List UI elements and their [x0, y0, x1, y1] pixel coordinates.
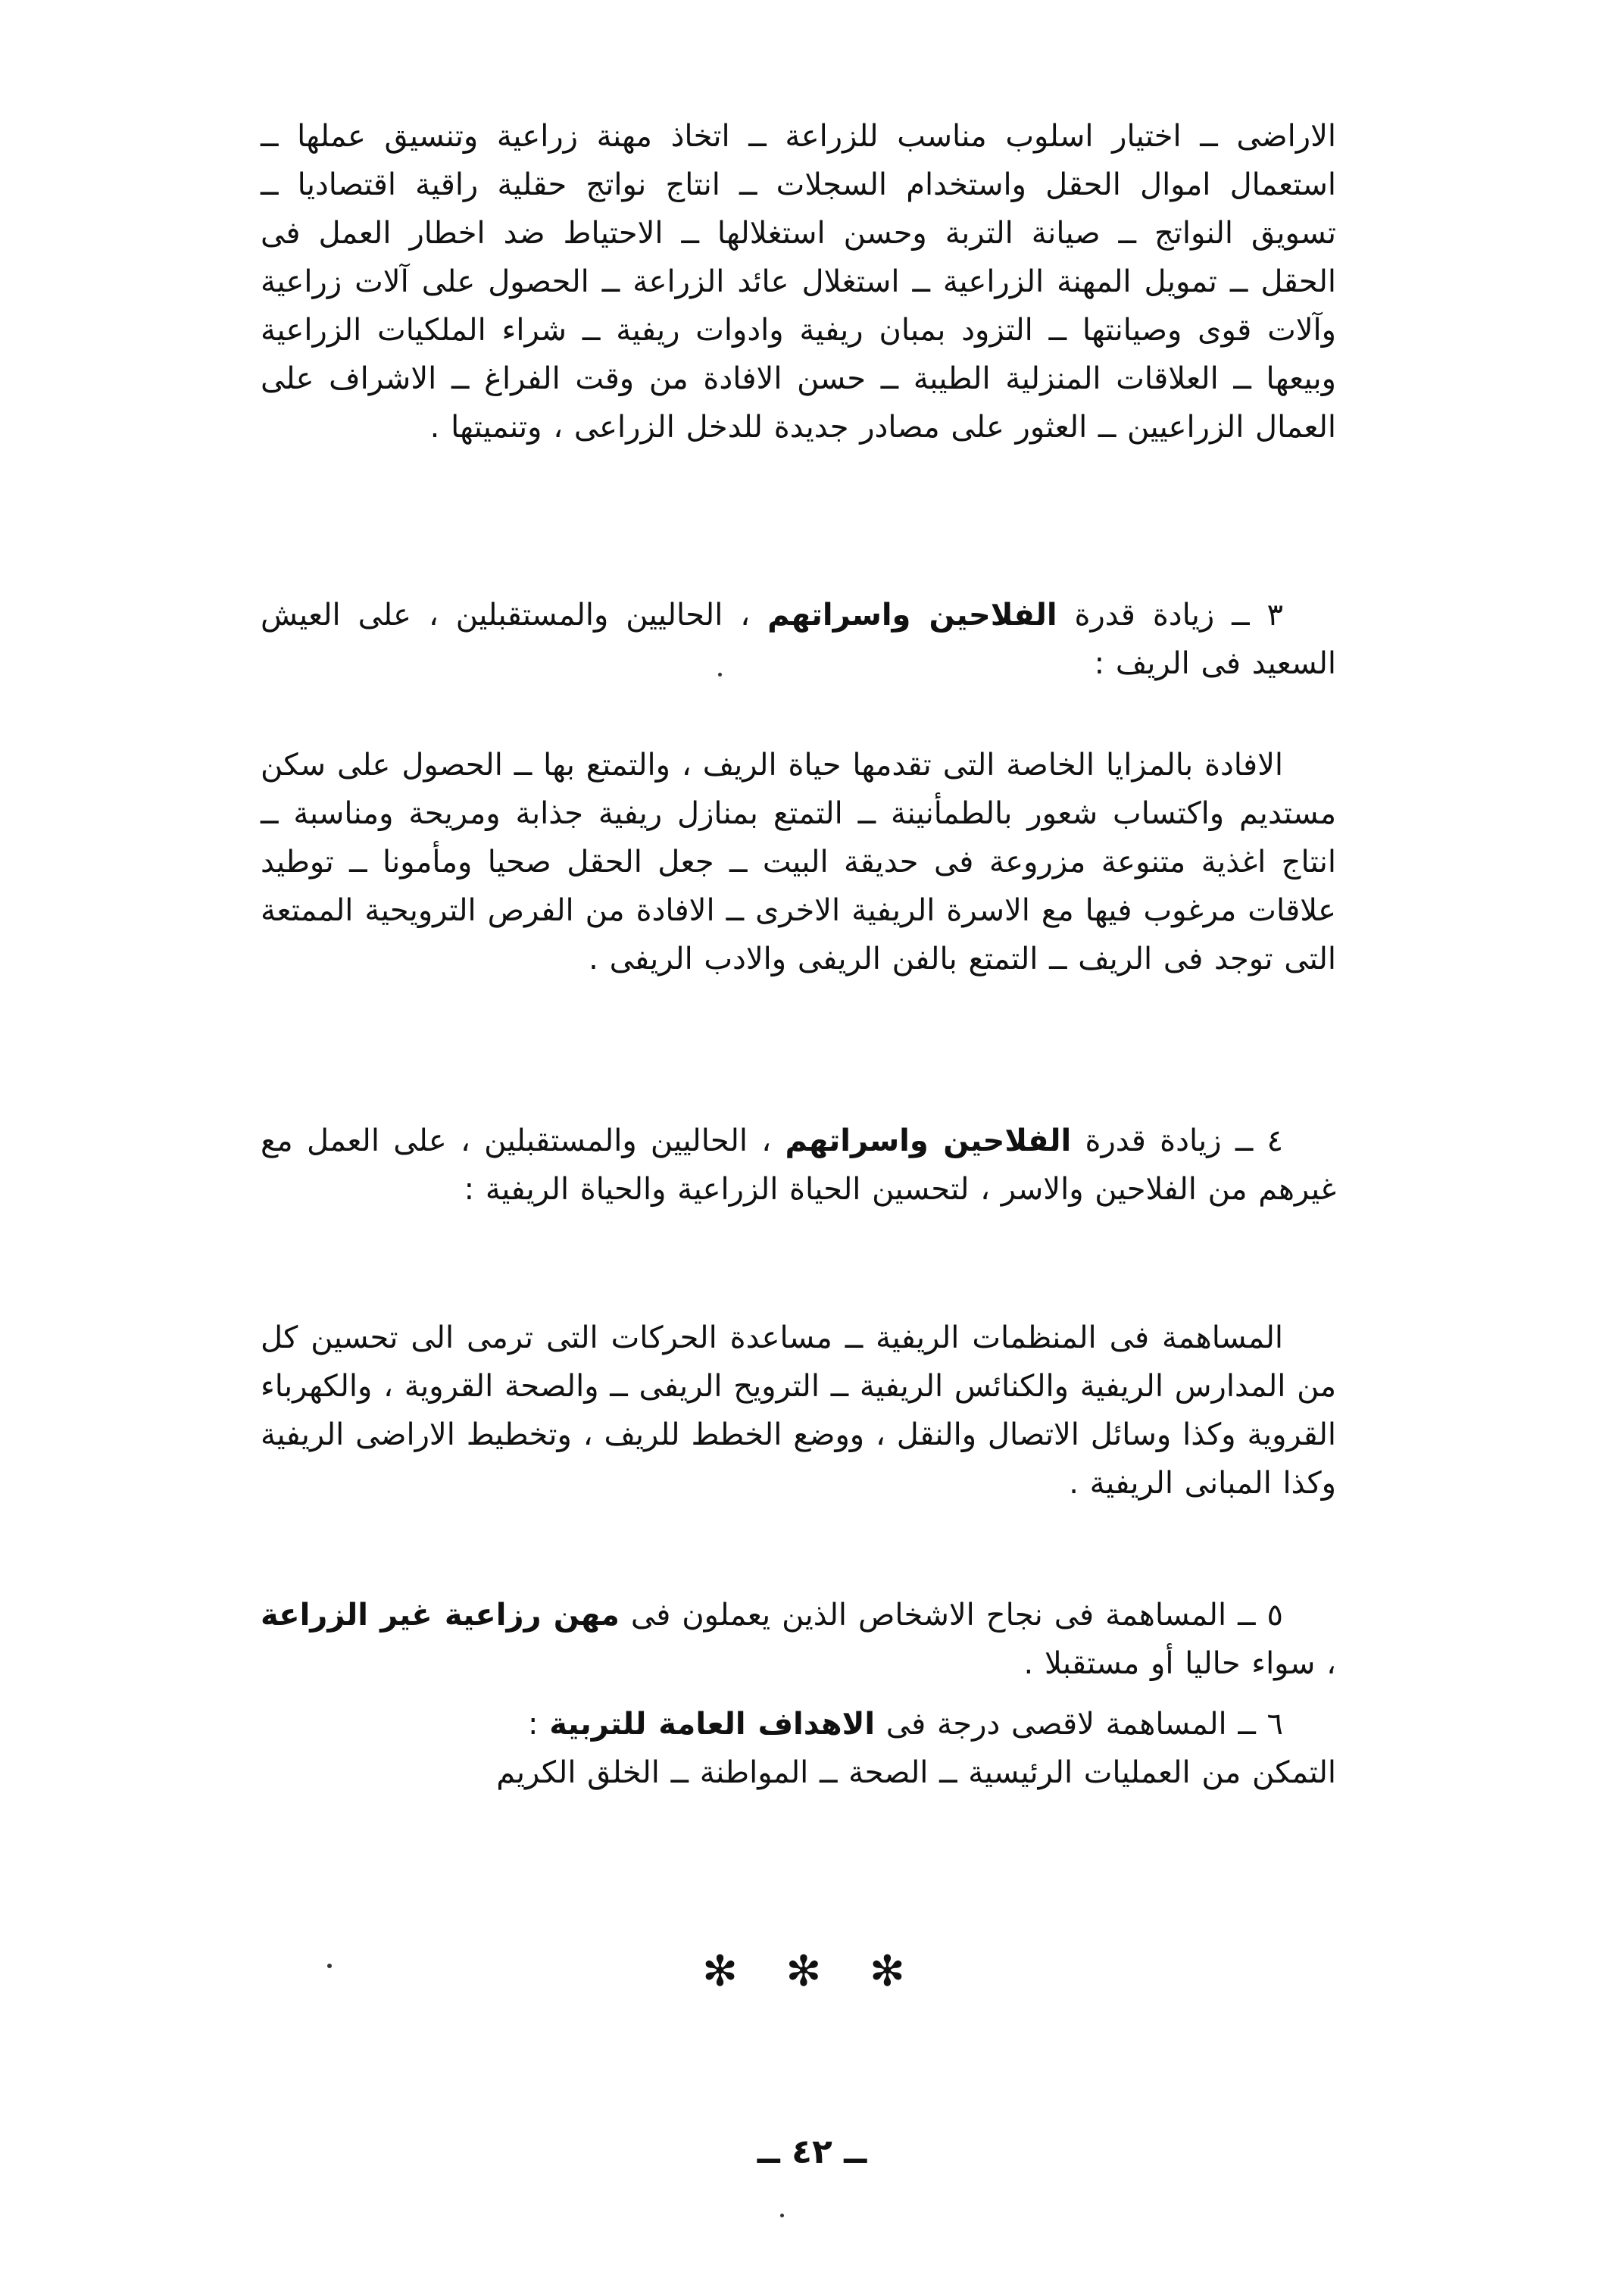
- goal-5-lead: ٥ ــ المساهمة فى نجاح الاشخاص الذين يعملون فى: [619, 1598, 1283, 1633]
- goal-3-lead: ٣ ــ زيادة قدرة: [1057, 598, 1284, 633]
- goal-3-emphasis: الفلاحين واسراتهم: [767, 598, 1057, 633]
- page-number: ــ ٤٢ ــ: [757, 2133, 867, 2171]
- paragraph-goal-4-details: المساهمة فى المنظمات الريفية ــ مساعدة الحركات التى ترمى الى تحسين كل من المدارس الريفية والكنائس الريفية ــ الترويح الريفى ــ والصحة القروية ، والكهرباء القروية وكذا وسائل الاتصال والنقل ، ووضع الخطط للريف ، وتخطيط الاراضى الريفية وكذا المبانى الريفية .: [261, 1320, 1336, 1501]
- goal-4-lead: ٤ ــ زيادة قدرة: [1071, 1123, 1284, 1158]
- paragraph-goal-3: [261, 591, 1336, 688]
- goal-6-rest: :: [528, 1707, 550, 1742]
- paragraph-goal-4: [261, 1117, 1336, 1214]
- goal-3-rest: ، الحاليين والمستقبلين ، على العيش السعيد فى الريف :: [261, 598, 1336, 681]
- paragraph-goal-3-details: الافادة بالمزايا الخاصة التى تقدمها حياة الريف ، والتمتع بها ــ الحصول على سكن مستديم واكتساب شعور بالطمأنينة ــ التمتع بمنازل ريفية جذابة ومريحة ومناسبة ــ انتاج اغذية متنوعة مزروعة فى حديقة البيت ــ جعل الحقل صحيا ومأمونا ــ توطيد علاقات مرغوب فيها مع الاسرة الريفية الاخرى ــ الافادة من الفرص الترويحية الممتعة التى توجد فى الريف ــ التمتع بالفن الريفى والادب الريفى .: [261, 748, 1336, 977]
- goal-6-emphasis: الاهداف العامة للتربية: [549, 1707, 876, 1742]
- section-separator-asterisks: ✻ ✻ ✻: [702, 1947, 922, 1996]
- scan-speck: [327, 1964, 332, 1968]
- goal-6-lead: ٦ ــ المساهمة لاقصى درجة فى: [875, 1707, 1283, 1742]
- goal-4-emphasis: الفلاحين واسراتهم: [785, 1123, 1072, 1158]
- goal-5-emphasis: مهن رزاعية غير الزراعة: [261, 1598, 620, 1633]
- paragraph-goal-6: [261, 1700, 1336, 1797]
- goal-6-details: التمكن من العمليات الرئيسية ــ الصحة ــ المواطنة ــ الخلق الكريم: [496, 1755, 1336, 1790]
- paragraph-goal-5: [261, 1591, 1336, 1688]
- goal-5-rest: ، سواء حاليا أو مستقبلا .: [1023, 1646, 1336, 1681]
- goal-4-rest: ، الحاليين والمستقبلين ، على العمل مع غيرهم من الفلاحين والاسر ، لتحسين الحياة الزراعية والحياة الريفية :: [261, 1123, 1336, 1207]
- paragraph-1: الاراضى ــ اختيار اسلوب مناسب للزراعة ــ اتخاذ مهنة زراعية وتنسيق عملها ــ استعمال اموال الحقل واستخدام السجلات ــ انتاج نواتج حقلية راقية اقتصاديا ــ تسويق النواتج ــ صيانة التربة وحسن استغلالها ــ الاحتياط ضد اخطار العمل فى الحقل ــ تمويل المهنة الزراعية ــ استغلال عائد الزراعة ــ الحصول على آلات زراعية وآلات قوى وصيانتها ــ التزود بمبان ريفية وادوات ريفية ــ شراء الملكيات الزراعية وبيعها ــ العلاقات المنزلية الطيبة ــ حسن الافادة من وقت الفراغ ــ الاشراف على العمال الزراعيين ــ العثور على مصادر جديدة للدخل الزراعى ، وتنميتها .: [261, 119, 1336, 445]
- goal-6-heading: [261, 1700, 1336, 1748]
- scan-speck: [718, 673, 722, 677]
- scan-speck: [780, 2214, 784, 2217]
